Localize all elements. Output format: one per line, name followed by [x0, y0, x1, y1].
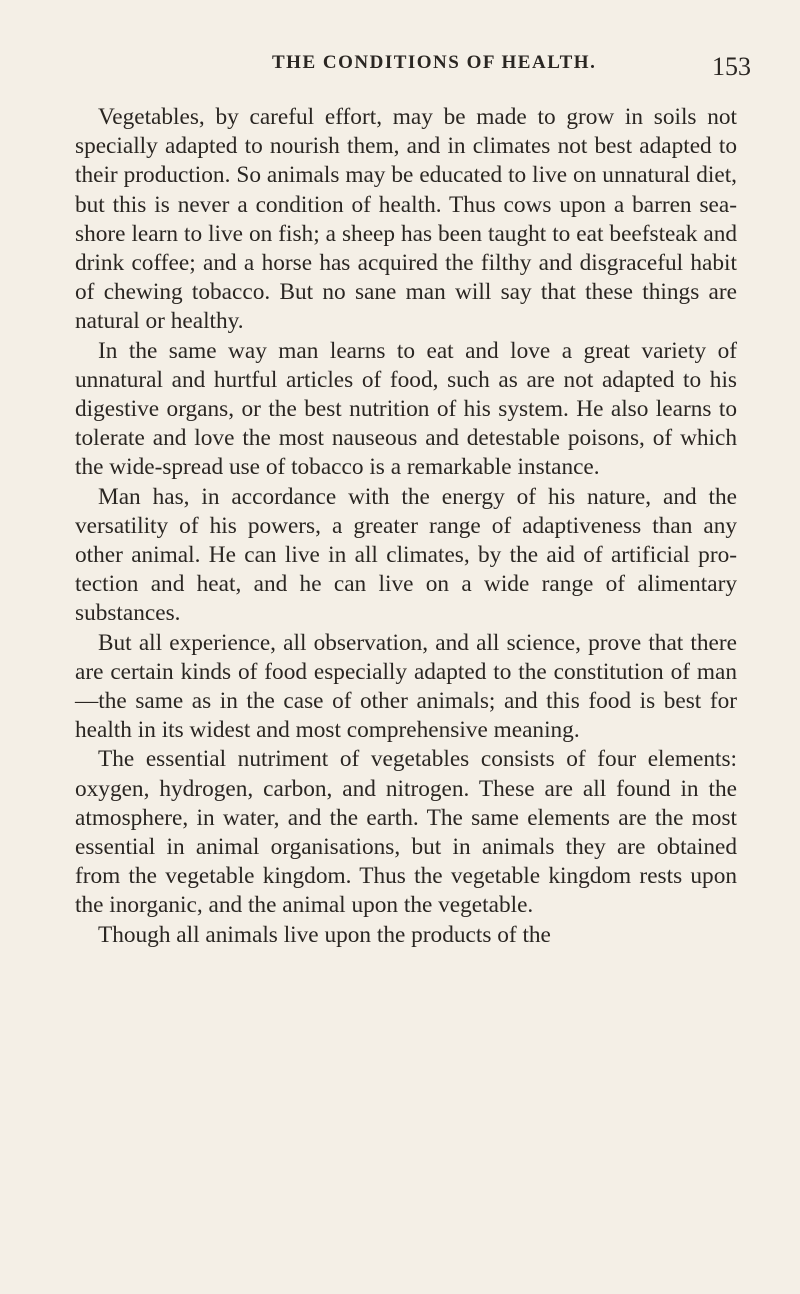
body-text [75, 103, 737, 950]
paragraph-food-for-man: But all experience, all observation, and all science, prove that there are certain kinds of food especially adapted to the constitution of man—the same as in the case of other animals; and this food is best for health in its widest and most comprehensive meaning. [75, 629, 737, 744]
page-number: 153 [712, 52, 751, 81]
paragraph-adaptiveness: Man has, in accordance with the energy of his nature, and the versatility of his powers, a greater range of adaptiveness than any other animal. He can live in all climates, by the aid of artificial protection and heat, and he can live on a wide range of alimentary substances. [75, 483, 737, 627]
paragraph-nutriment-elements: The essential nutriment of vegetables consists of four elements: oxygen, hydrogen, carbon, and nitrogen. These are all found in the atmosphere, in water, and the earth. The same elements are the most essential in animal organisations, but in animals they are obtained from the vegetable kingdom. Thus the vegetable kingdom rests upon the inorganic, and the animal upon the vegetable. [75, 746, 737, 919]
paragraph-vegetables: Vegetables, by careful effort, may be made to grow in soils not specially adapted to nourish them, and in climates not best adapted to their production. So animals may be educated to live on unnatural diet, but this is never a condition of health. Thus cows upon a barren sea-shore learn to live on fish; a sheep has been taught to eat beefsteak and drink coffee; and a horse has acquired the filthy and disgraceful habit of chewing tobacco. But no sane man will say that these things are natural or healthy. [75, 104, 737, 335]
paragraph-continued: Though all animals live upon the products of the [98, 921, 551, 948]
running-head: THE CONDITIONS OF HEALTH. [272, 52, 597, 73]
paragraph-unnatural-food: In the same way man learns to eat and love a great variety of unnatural and hurtful articles of food, such as are not adapted to his digestive organs, or the best nutrition of his system. He also learns to tolerate and love the most nauseous and detestable poisons, of which the wide-spread use of tobacco is a remarkable instance. [75, 337, 737, 481]
